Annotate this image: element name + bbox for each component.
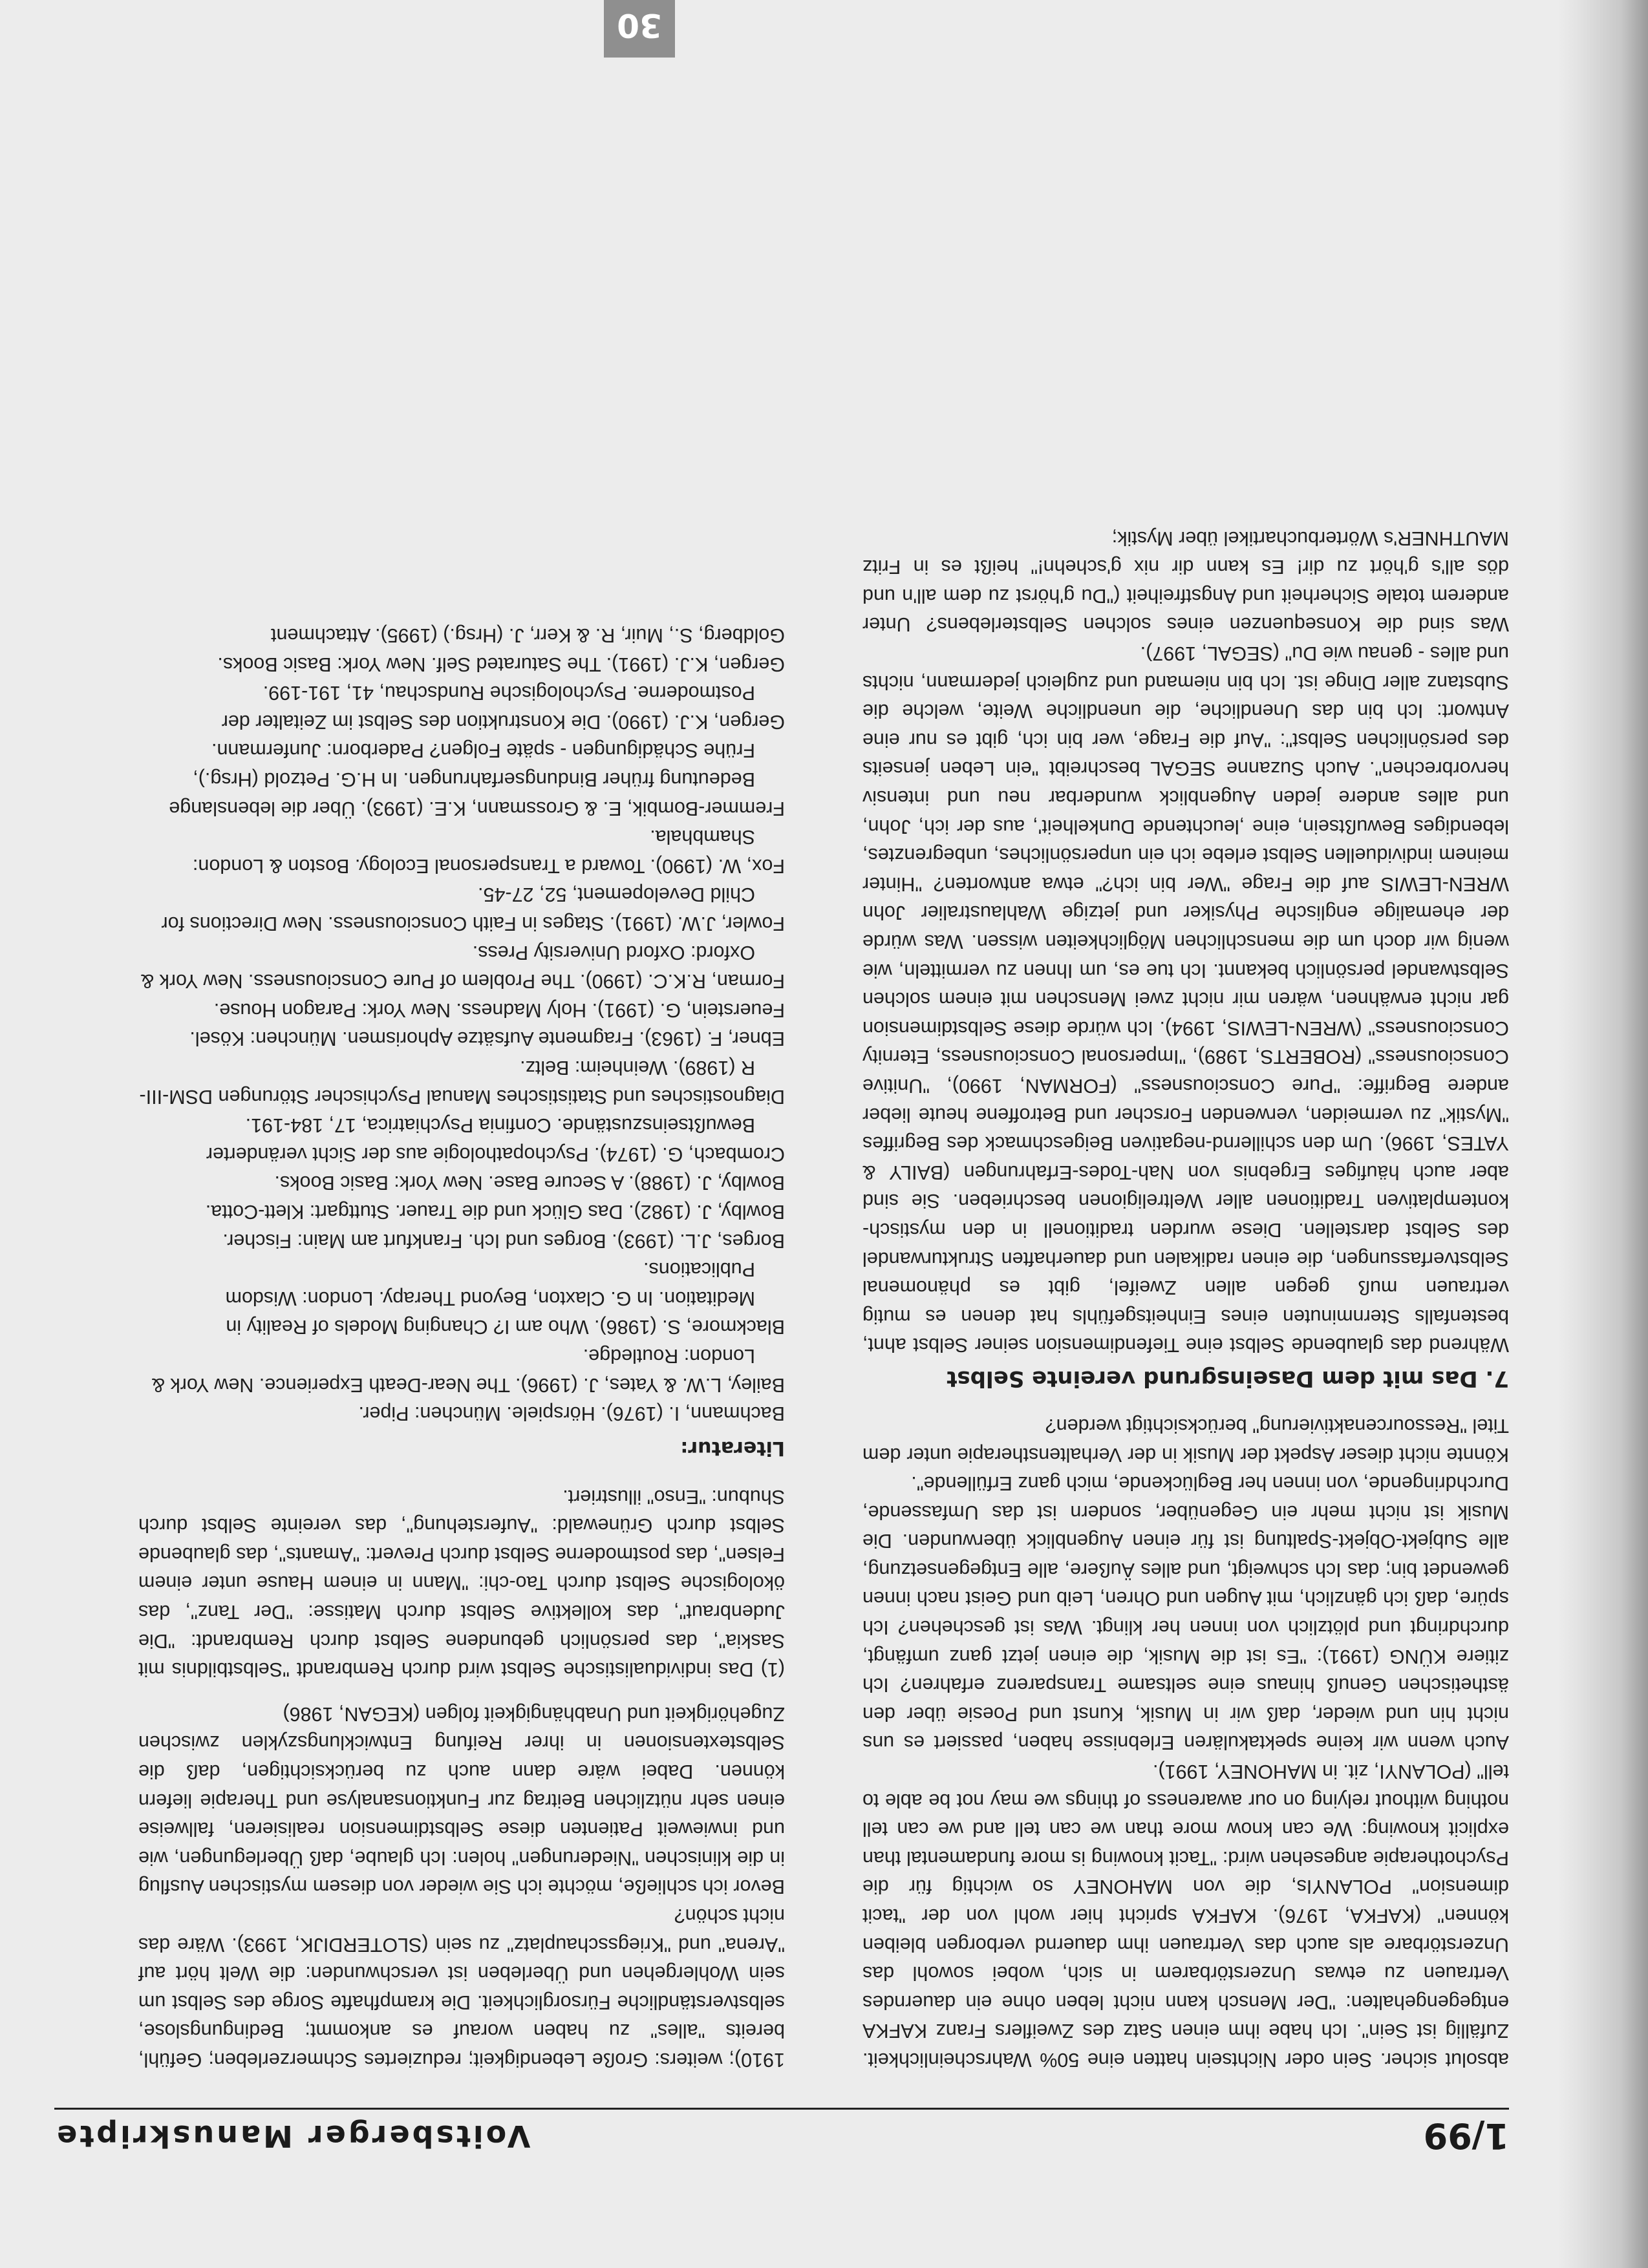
reference-entry: Bowlby, J. (1988). A Secure Base. New York: Basic Books.: [274, 1172, 785, 1194]
reference-entry: Forman, R.K.C. (1990). The Problem of Pure Consciousness. New York & Oxford: Oxford University Press.: [140, 941, 785, 993]
reference-entry: Bailey, L.W. & Yates, J. (1996). The Near-Death Experience. New York & London: Routledge.: [151, 1344, 785, 1396]
running-header: [54, 2108, 1509, 2168]
body-paragraph: Während das glaubende Selbst eine Tiefendimension seiner Selbst ahnt, bestenfalls Sternminuten eines Einheitsgefühls hat denen es mutig vertrauen muß gegen allen Zweifel, gibt es phänomenal Selbstverfassungen, die einen radikalen und dauerhaften Strukturwandel des Selbst darstellen. Diese wurden traditionell in den mystisch-kontemplativen Traditionen aller Weltreligionen beschrieben. Sie sind aber auch häufiges Ergebnis von Nah-Todes-Erfahrungen (BAILY & YATES, 1996). Um den schillernd-negativen Beigeschmack des Begriffes "Mystik" zu vermeiden, verwenden Forscher und Betroffene heute lieber andere Begriffe: "Pure Consciousness" (FORMAN, 1990), "Unitive Consciousness" (ROBERTS, 1989), "Impersonal Consciousness, Eternity Consciousness" (WREN-LEWIS, 1994). Ich würde diese Selbstdimension gar nicht erwähnen, wären mir nicht zwei Menschen mit einem solchen Selbstwandel persönlich bekannt. Ich tue es, um Ihnen zu vermitteln, wie wenig wir doch um die menschlichen Möglichkeiten wissen. Was würde der ehemalige englische Physiker und jetzige Wahlaustralier John WREN-LEWIS auf die Frage "Wer bin ich?" etwa antworten? "Hinter meinem individuellen Selbst erlebe ich ein unpersönliches, unbegrenztes, lebendiges Bewußtsein, eine ,leuchtende Dunkelheit', aus der ich, John, und alles andere jeden Augenblick wunderbar neu und intensiv hervorbrechen". Auch Suzanne SEGAL beschreibt "ein Leben jenseits des persönlichen Selbst": "Auf die Frage, wer bin ich, gibt es nur eine Antwort: Ich bin das Unendliche, die unendliche Weite, welche die Substanz aller Dinge ist. Ich bin niemand und zugleich jedermann, nichts und alles - genau wie Du" (SEGAL, 1997).: [862, 642, 1509, 1357]
reference-entry: Fremmer-Bombik, E. & Grossmann, K.E. (1993). Über die lebenslange Bedeutung früher Bindungserfahrungen. In H.G. Petzold (Hrsg.), Frühe Schädigungen - späte Folgen? Paderborn: Junfermann.: [169, 739, 785, 820]
page-number-tab: 30: [604, 0, 675, 58]
literature-heading: Literatur:: [680, 1437, 785, 1460]
body-paragraph: Könnte nicht dieser Aspekt der Musik in der Verhaltenstherapie unter dem Titel "Ressourcenaktivierung" berücksichtigt werden?: [862, 1414, 1509, 1466]
reference-entry: Fowler, J.W. (1991). Stages in Faith Consciousness. New Directions for Child Developement, 52, 27-45.: [161, 884, 785, 935]
reference-entry: Gergen, K.J. (1991). The Saturated Self. New York: Basic Books.: [217, 653, 785, 675]
reference-entry: Borges, J.L. (1993). Borges und Ich. Frankfurt am Main: Fischer.: [222, 1229, 785, 1252]
body-paragraph: 1910); weiters: Große Lebendigkeit; reduziertes Schmerzerleben; Gefühl, bereits "alles" zu haben worauf es ankommt; Bedingungslose, selbstverständliche Fürsorglichkeit. Die krampfhafte Sorge des Selbst um sein Wohlergehen und Überleben ist verschwunden: die Welt hört auf "Arena" und "Kriegsschauplatz" zu sein (SLOTERDIJK, 1993). Wäre das nicht schön?: [138, 1905, 785, 2071]
footnote: (1) Das individualistische Selbst wird durch Rembrandt "Selbstbildnis mit Saskia", das persönlich gebundene Selbst durch Rembrandt: "Die Judenbraut", das kollektive Selbst durch Matisse: "Der Tanz", das ökologische Selbst durch Tao-chi: "Mann in einem Hause unter einem Felsen", das postmoderne Selbst durch Prevert: "Amants", das glaubende Selbst durch Grünewald: "Auferstehung", das vereinte Selbst durch Shubun: "Enso" illustriert.: [138, 1485, 785, 1681]
body-paragraph: Bevor ich schließe, möchte ich Sie wieder von diesem mystischen Ausflug in die klinischen "Niederungen" holen: Ich glaube, daß Überlegungen, wie und inwieweit Patienten diese Selbstdimension realisieren, fallweise einen sehr nützlichen Beitrag zur Funktionsanalyse und Therapie liefern können. Dabei wäre dann auch zu berücksichtigen, daß die Selbstextensionen in ihrer Reifung Entwicklungszyklen zwischen Zugehörigkeit und Unabhängigkeit folgen (KEGAN, 1986): [138, 1702, 785, 1898]
reference-entry: Crombach, G. (1974). Psychopathologie aus der Sicht veränderter Bewußtseinszustände. Confinia Psychiatrica, 17, 184-191.: [206, 1114, 785, 1165]
reference-entry: Ebner, F. (1963). Fragmente Aufsätze Aphorismen. München: Kösel.: [189, 1028, 785, 1050]
section-heading: 7. Das mit dem Daseinsgrund vereinte Selbst: [947, 1366, 1509, 1392]
right-column: [138, 621, 785, 2075]
issue-number: 1/99: [1423, 2115, 1509, 2156]
left-column: [862, 524, 1509, 2074]
page-binding-edge: [1557, 0, 1648, 2268]
reference-entry: Fox, W. (1990). Toward a Transpersonal Ecology. Boston & London: Shambhala.: [192, 826, 785, 877]
reference-entry: Bachmann, I. (1976). Hörspiele. München: Piper.: [358, 1403, 785, 1425]
reference-entry: Bowlby, J. (1982). Das Glück und die Trauer. Stuttgart: Klett-Cotta.: [205, 1200, 785, 1223]
body-paragraph: Was sind die Konsequenzen eines solchen Selbsterlebens? Unter anderem totale Sicherheit und Angstfreiheit ("Du g'hörst zu dem all'n und dös all's g'hört zu dir! Es kann dir nix g'schehn!" heißt es in Fritz MAUTHNER's Wörterbuchartikel über Mystik;: [862, 527, 1509, 636]
reference-entry: Feuerstein, G. (1991). Holy Madness. New York: Paragon House.: [213, 999, 785, 1021]
reference-entry: Blackmore, S. (1986). Who am I? Changing Models of Reality in Meditation. In G. Claxton, Beyond Therapy. London: Wisdom Publications.: [225, 1258, 785, 1339]
reference-entry: Goldberg, S., Muir, R. & Kerr, J. (Hrsg.) (1995). Attachment: [271, 624, 785, 647]
body-paragraph: Auch wenn wir keine spektakulären Erlebnisse haben, passiert es uns nicht hin und wieder, daß wir in Musik, Kunst und Poesie über den ästhetischen Genuß hinaus eine seltsame Transparenz erfahren? Ich zitiere KÜNG (1991): "Es ist die Musik, die einen jetzt ganz umfängt, durchdringt und plötzlich von innen her klingt. Was ist geschehen? Ich spüre, daß ich gänzlich, mit Augen und Ohren, Leib und Geist nach innen gewendet bin; das Ich schweigt, und alles Äußere, alle Entgegensetzung, alle Subjekt-Objekt-Spaltung ist für einen Augenblick überwunden. Die Musik ist nicht mehr ein Gegenüber, sondern ist das Umfassende, Durchdringende, von innen her Beglückende, mich ganz Erfüllende".: [862, 1472, 1509, 1754]
reference-entry: Gergen, K.J. (1990). Die Konstruktion des Selbst im Zeitalter der Postmoderne. Psychologische Rundschau, 41, 191-199.: [221, 682, 785, 733]
journal-title: Voitsberger Manuskripte: [54, 2119, 531, 2154]
body-paragraph: absolut sicher. Sein oder Nichtsein hatten eine 50% Wahrscheinlichkeit. Zufällig ist Sein". Ich habe ihm einen Satz des Zweiflers Franz KAFKA entgegengehalten: "Der Mensch kann nicht leben ohne ein dauerndes Vertrauen zu etwas Unzerstörbarem in sich, wobei sowohl das Unzerstörbare als auch das Vertrauen ihm dauernd verborgen bleiben können" (KAFKA, 1976). KAFKA spricht hier wohl von der "tacit dimension" POLANYIs, die von MAHONEY so wichtig für die Psychotherapie angesehen wird: "Tacit knowing is more fundamental than explicit knowing: We can know more than we can tell and we can tell nothing without relying on our awareness of things we may not be able to tell" (POLANYI, zit. in MAHONEY, 1991).: [862, 1761, 1509, 2071]
reference-entry: Diagnostisches und Statistisches Manual Psychischer Störungen DSM-III-R (1989). Weinheim: Beltz.: [139, 1057, 785, 1108]
